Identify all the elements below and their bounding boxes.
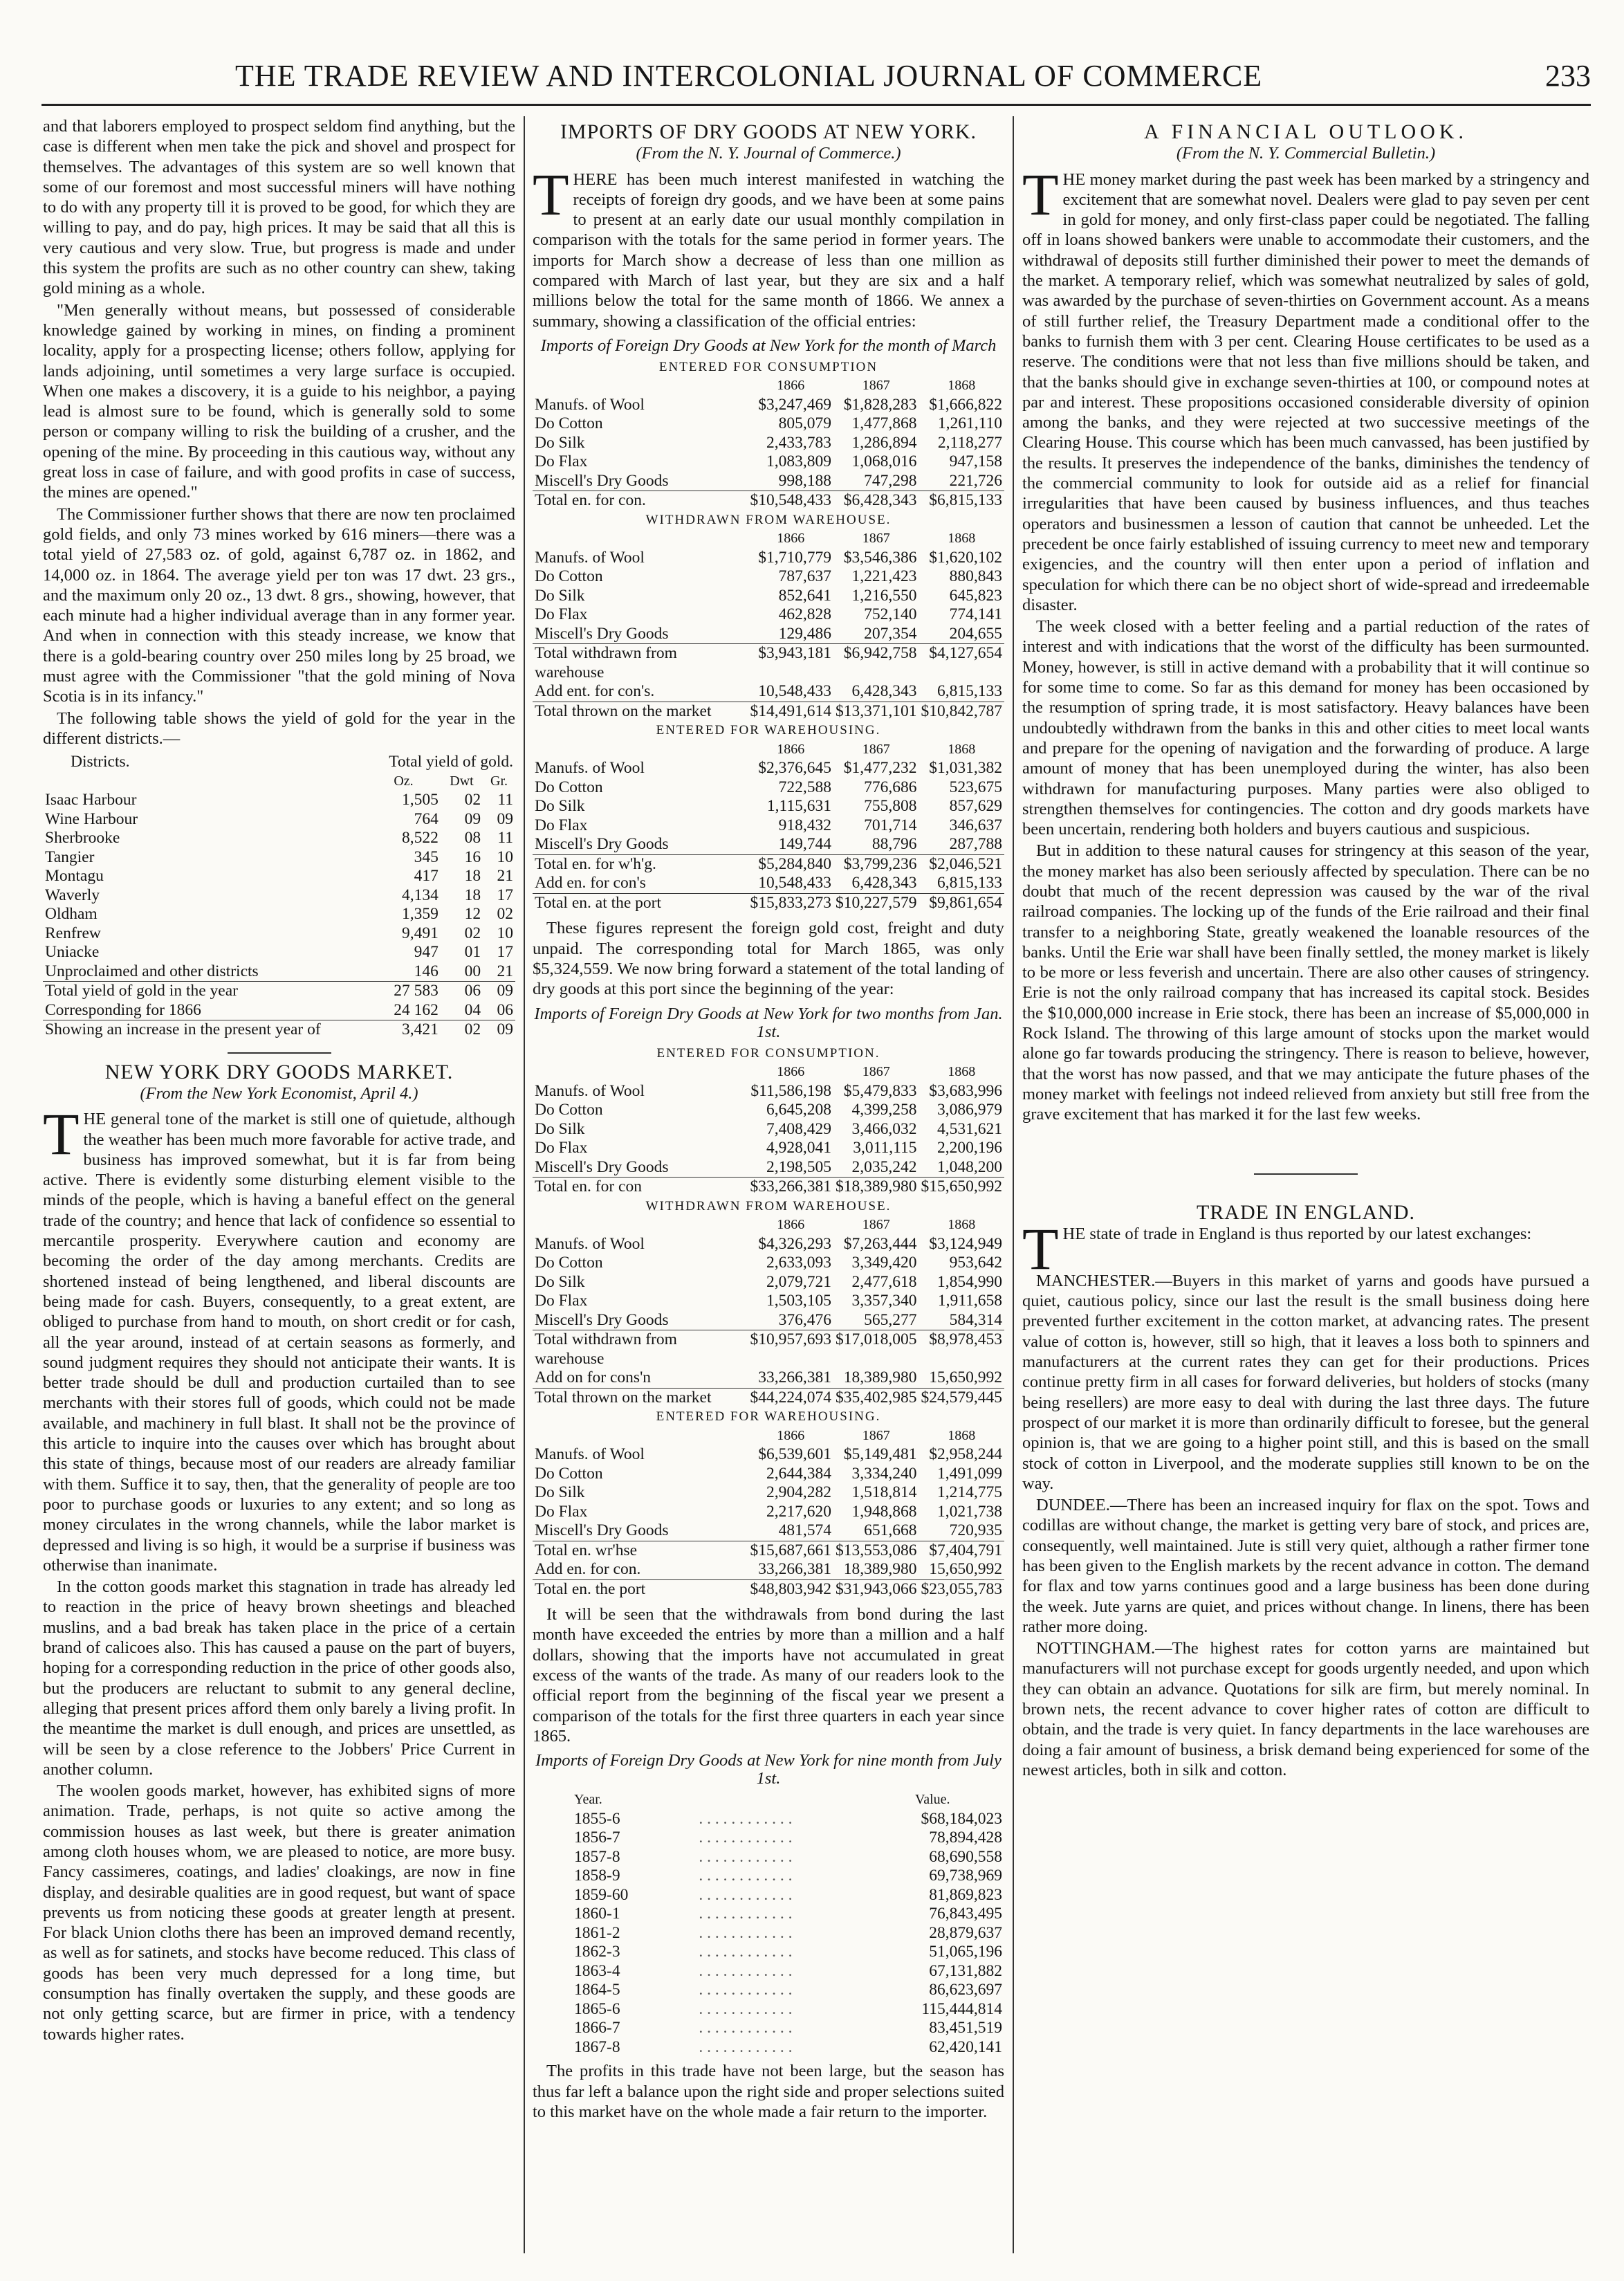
article-paragraph: In the cotton goods market this stagnation in trade has already led to reaction in the price of heavy brown sheetings and bleached muslins, and a bad break has taken place in the price of a certain brand of calicoes also. This has caused a pause on the part of buyers, hoping for a corresponding reduction in the price of other goods also, but the producers are reluctant to submit to any general decline, alleging that present prices afford them only barely a living profit. In the meantime the market is dull enough, and prices are unsettled, as will be seen by a close reference to the Jobbers' Price Current in another column. (43, 1577, 515, 1779)
year-header: 1866 1867 1868 (777, 1064, 976, 1080)
drop-cap: T (43, 1101, 80, 1168)
table-row: Miscell's Dry Goods 481,574 651,668 720,935 (535, 1521, 1002, 1540)
leader-dots: . . . . . . . . . . . . (699, 1809, 793, 1828)
table-row: Do Silk 2,433,783 1,286,894 2,118,277 (535, 433, 1002, 452)
article-paragraph: The woolen goods market, however, has exhibited signs of more animation. Trade, perhaps, is not quite so active among the commission houses as last week, but there is greater animation among cloth houses whom, we are pleased to notice, are more busy. Fancy cassimeres, coatings, and ladies' cloakings, are now in fine display, and desirable qualities are in good request, but want of space prevents us from noticing these goods at greater length at present. For black Union cloths there has been an improved demand recently, as well as for satinets, and stocks have become reduced. This class of goods has been very much depressed for a long time, but consumption has finally overtaken the supply, and these goods are not only getting scarce, but are firmer in price, with a tendency towards higher rates. (43, 1781, 515, 2044)
table-row: 1859-60 . . . . . . . . . . . . 81,869,823 (574, 1885, 1002, 1904)
table-row: Total en. for w'h'g. $5,284,840 $3,799,236 $2,046,521 (533, 854, 1004, 874)
table-row: Manufs. of Wool $11,586,198 $5,479,833 $3,683,996 (535, 1081, 1002, 1100)
article-paragraph: It will be seen that the withdrawals from bond during the last month have exceeded the entries by more than a million and a half dollars, showing that the imports have not accumulated in great excess of the wants of the trade. As many of our readers look to the official report from the beginning of the fiscal year we present a comparison of the totals for the first three quarters in each year since 1865. (533, 1605, 1004, 1746)
masthead-rule (41, 104, 1591, 106)
table-row: Total thrown on the market $14,491,614 $13,371,101 $10,842,787 (533, 702, 1004, 721)
drop-cap: T (1022, 161, 1059, 228)
table-row: 1857-8 . . . . . . . . . . . . 68,690,558 (574, 1847, 1002, 1866)
imports-march-table (533, 358, 1004, 913)
table-row: Manufs. of Wool $4,326,293 $7,263,444 $3,124,949 (535, 1234, 1002, 1253)
table-row: Add on for cons'n 33,266,381 18,389,980 15,650,992 (535, 1368, 1002, 1387)
drop-cap: T (533, 161, 569, 228)
year-header: 1866 1867 1868 (777, 741, 976, 757)
table-row: 1860-1 . . . . . . . . . . . . 76,843,495 (574, 1905, 1002, 1923)
table-row: 1864-5 . . . . . . . . . . . . 86,623,697 (574, 1981, 1002, 1999)
table-row: Do Cotton 2,644,384 3,334,240 1,491,099 (535, 1464, 1002, 1483)
journal-title: THE TRADE REVIEW AND INTERCOLONIAL JOURNAL OF COMMERCE (235, 59, 1263, 93)
article-paragraph: HERE has been much interest manifested in watching the receipts of foreign dry goods, and we have been at some pains to present at an early date our usual monthly compilation in comparison with the totals for the same period in former years. The imports for March show a decrease of less than one million as compared with March of last year, but they are six and a half millions below the total for the same month of 1866. We annex a summary, showing a classification of the official entries: (533, 170, 1004, 331)
article-paragraph: The Commissioner further shows that there are now ten proclaimed gold fields, and only 73 mines worked by 616 miners—there was a total yield of 27,583 oz. of gold, against 6,787 oz. in 1862, and 14,000 oz. in 1864. The average yield per ton was 17 dwt. 23 grs., and the maximum only 20 oz., 13 dwt. 8 grs., showing, however, that each minute had a higher individual average than in any former year. And when in connection with this steady increase, we know that there is a gold-bearing country over 250 miles long by 25 broad, we must agree with the Commissioner "that the gold mining of Nova Scotia is in its infancy." (43, 504, 515, 706)
table-row: Do Flax 2,217,620 1,948,868 1,021,738 (535, 1502, 1002, 1521)
table-row: Total en. wr'hse $15,687,661 $13,553,086 $7,404,791 (533, 1541, 1004, 1560)
table-row: 1855-6 . . . . . . . . . . . . $68,184,023 (574, 1809, 1002, 1828)
table-row: Sherbrooke 8,522 08 11 (45, 829, 513, 848)
table-row: Total en. for con. $10,548,433 $6,428,343 $6,815,133 (533, 491, 1004, 511)
table-row: Add ent. for con's. 10,548,433 6,428,343 6,815,133 (535, 682, 1002, 701)
article-paragraph: But in addition to these natural causes for stringency at this season of the year, the money market has also been seriously affected by speculation. There can be no doubt that much of the recent depression was caused by the war of the rival railroad companies. The locking up of the funds of the Erie railroad and their final transfer to a neighboring State, greatly weakened the loanable resources of the banks. Until the Erie war shall have been finally settled, the money market is likely to be more or less feverish and uncertain. There are also other causes of stringency. Erie is not the only railroad company that has increased its capital stock. Besides the $10,000,000 increase in Erie stock, there has been an increase of $5,000,000 in Rock Island. The throwing of this large amount of stocks upon the market would alone go far towards producing the stringency. There is reason to believe, however, that the worst has now passed, and that we may anticipate the future phases of the money market with feelings not indeed relieved from anxiety but still free from the grave excitement that has marked it for the last few weeks. (1022, 841, 1589, 1124)
table-row: 1867-8 . . . . . . . . . . . . 62,420,141 (574, 2037, 1002, 2056)
leader-dots: . . . . . . . . . . . . (699, 1943, 793, 1961)
column-3 (1022, 116, 1589, 2253)
year-header: 1866 1867 1868 (777, 531, 976, 547)
table-row: 1863-4 . . . . . . . . . . . . 67,131,882 (574, 1961, 1002, 1980)
article-heading: NEW YORK DRY GOODS MARKET. (104, 1060, 454, 1083)
table-row: Renfrew 9,491 02 10 (45, 924, 513, 942)
table-heading: Gr. (490, 773, 508, 789)
table-row: Unproclaimed and other districts 146 00 21 (45, 962, 513, 980)
column-divider-1 (524, 116, 525, 2253)
table-heading: Year. (574, 1792, 602, 1808)
article-paragraph: The profits in this trade have not been large, but the season has thus far left a balance upon the right side and proper selections suited to this market have on the whole made a fair return to the importer. (533, 2062, 1004, 2121)
gold-yield-table (43, 753, 515, 1040)
table-row: 1866-7 . . . . . . . . . . . . 83,451,519 (574, 2019, 1002, 2037)
table-row: Tangier 345 16 10 (45, 848, 513, 866)
article-heading: TRADE IN ENGLAND. (1196, 1200, 1416, 1224)
table-row: Do Silk 852,641 1,216,550 645,823 (535, 586, 1002, 605)
table-row: Add en. for con's 10,548,433 6,428,343 6,815,133 (535, 874, 1002, 892)
column-2 (533, 116, 1004, 2253)
leader-dots: . . . . . . . . . . . . (699, 1885, 793, 1904)
table-row: Do Flax 1,503,105 3,357,340 1,911,658 (535, 1292, 1002, 1310)
table-caption: Imports of Foreign Dry Goods at New York for nine month from July 1st. (535, 1751, 1002, 1788)
table-row: Do Cotton 805,079 1,477,868 1,261,110 (535, 414, 1002, 433)
table-row: Waverly 4,134 18 17 (45, 886, 513, 904)
table-row: Total en. the port $48,803,942 $31,943,066 $23,055,783 (533, 1579, 1004, 1599)
column-divider-2 (1013, 116, 1014, 2253)
table-row: Do Flax 4,928,041 3,011,115 2,200,196 (535, 1139, 1002, 1157)
table-row: Manufs. of Wool $6,539,601 $5,149,481 $2,958,244 (535, 1445, 1002, 1464)
table-row: Do Flax 918,432 701,714 346,637 (535, 816, 1002, 834)
table-row: Miscell's Dry Goods 129,486 207,354 204,655 (535, 624, 1002, 643)
year-header: 1866 1867 1868 (777, 1217, 976, 1233)
section-label: ENTERED FOR WAREHOUSING. (656, 723, 881, 738)
masthead (41, 58, 1591, 101)
article-paragraph: "Men generally without means, but possessed of considerable knowledge gained by working in mines, on finding a prominent locality, apply for a prospecting license; others follow, applying for lands adjoining, until sometimes a very large surface is occupied. When one makes a discovery, it is a guide to his neighbor, a paying lead is almost sure to be found, which is generally sold to some person or company willing to risk the building of a crusher, and the opening of the mine. By proceeding in this cautious way, without any great loss in case of failure, and with good profits in case of success, the mines are opened." (43, 300, 515, 502)
table-row: Do Silk 1,115,631 755,808 857,629 (535, 797, 1002, 816)
table-row: Oldham 1,359 12 02 (45, 905, 513, 924)
table-heading: Total yield of gold. (389, 753, 513, 771)
leader-dots: . . . . . . . . . . . . (699, 2019, 793, 2037)
section-label: ENTERED FOR CONSUMPTION. (656, 1045, 880, 1061)
table-row: Do Silk 2,904,282 1,518,814 1,214,775 (535, 1483, 1002, 1502)
table-row: Miscell's Dry Goods 998,188 747,298 221,726 (535, 471, 1002, 490)
table-row: Do Cotton 787,637 1,221,423 880,843 (535, 567, 1002, 586)
table-row: Total withdrawn from warehouse $3,943,181 $6,942,758 $4,127,654 (533, 644, 1004, 683)
table-row: Manufs. of Wool $3,247,469 $1,828,283 $1,666,822 (535, 395, 1002, 414)
table-row: Manufs. of Wool $2,376,645 $1,477,232 $1,031,382 (535, 759, 1002, 778)
article-paragraph: and that laborers employed to prospect seldom find anything, but the case is different when men take the pick and shovel and prospect for themselves. The advantages of this system are so well known that some of our foremost and most successful miners will have nothing to do with any property till it is proved to be good, for which they are willing to pay, and do pay, high prices. It may be said that all this is very cautious and very slow. True, but progress is made and under this system the profits are such as no other country can shew, taking gold mining as a whole. (43, 117, 515, 298)
section-label: ENTERED FOR CONSUMPTION (658, 359, 878, 374)
article-paragraph: HE general tone of the market is still one of quietude, although the weather has been much more favorable for active trade, and business has improved somewhat, but it is far from being active. There is evidently some disturbing element visible to the minds of the people, which is having a baneful effect on the general trade of the country; and hence that lack of confidence so essential to mercantile prosperity. Everywhere caution and economy are becoming the order of the day among merchants. Credits are shortened instead of being lengthened, and liberal discounts are being made for cash. Buyers, consequently, to a great extent, are obliged to purchase from hand to mouth, on short credit or for cash, all the year around, instead of at certain seasons as formerly, and sound judgment requires they should not anticipate their wants. It is better trade should be dull and production curtailed than to see merchants with their stores full of goods, which could not be made available, and machinery in full blast. It shall not be the province of this article to inquire into the causes over which has brought about this state of things, because most of our readers are already familiar with them. Suffice it to say, then, that the generality of people are too poor to purchase goods or luxuries to any extent; and so long as money circulates in the wrong channels, while the labor market is depressed and living is so high, it would be a surprise if business was otherwise than inanimate. (43, 1110, 515, 1575)
table-row: Wine Harbour 764 09 09 (45, 809, 513, 828)
table-row: 1865-6 . . . . . . . . . . . . 115,444,814 (574, 1999, 1002, 2018)
table-row: Do Silk 2,079,721 2,477,618 1,854,990 (535, 1272, 1002, 1291)
article-paragraph: DUNDEE.—There has been an increased inquiry for flax on the spot. Tows and codillas are without change, the market is getting very bare of stock, and prices are, consequently, well maintained. Jute is still very quiet, although a rather firmer tone has been given to the English markets by the recent advance in cotton. The demand for flax and tow yarns continues good and a large business has been done during the week. Jute yarns are quiet, and prices without change. In linens, there has been rather more doing. (1022, 1496, 1589, 1636)
table-row: Manufs. of Wool $1,710,779 $3,546,386 $1,620,102 (535, 548, 1002, 567)
table-row: Do Cotton 6,645,208 4,399,258 3,086,979 (535, 1101, 1002, 1119)
table-row: Montagu 417 18 21 (45, 867, 513, 886)
table-row: Total en. at the port $15,833,273 $10,227,579 $9,861,654 (533, 893, 1004, 913)
table-row: Do Flax 462,828 752,140 774,141 (535, 605, 1002, 624)
table-row: Corresponding for 1866 24 162 04 06 (45, 1000, 513, 1019)
article-paragraph: The week closed with a better feeling and a partial reduction of the rates of interest and with indications that the worst of the difficulty has been surmounted. Money, however, is still in active demand with a probability that it will continue so for some time to come. So far as this demand for money has been occasioned by the resumption of spring trade, it is most satisfactory. Heavy balances have been undoubtedly withdrawn from the banks in this and other cities to meet local wants and prepare for the opening of navigation and the forwarding of produce. A large amount of money that has been unemployed during the winter, has also been withdrawn for manufacturing purposes. Many parties were also obliged to strengthen themselves for contingencies. The cotton and dry goods markets have been uncertain, rendering both holders and buyers cautious and suspicious. (1022, 617, 1589, 839)
year-header: 1866 1867 1868 (777, 378, 976, 394)
imports-two-months-table (533, 1044, 1004, 1600)
table-row: 1861-2 . . . . . . . . . . . . 28,879,637 (574, 1923, 1002, 1942)
table-row: Do Cotton 2,633,093 3,349,420 953,642 (535, 1254, 1002, 1272)
article-paragraph: NOTTINGHAM.—The highest rates for cotton yarns are maintained but manufacturers will not purchase except for goods urgently needed, and upon which they can obtain an advance. Quotations for silk are firm, but merely nominal. In brown nets, the recent advance to cover higher rates of cotton are difficult to obtain, and the trade is very quiet. In fancy departments in the lace warehouses are doing a fair amount of business, a brisk demand being experienced for some of the newest articles, both in silk and cotton. (1022, 1639, 1589, 1779)
table-row: Total yield of gold in the year 27 583 06 09 (43, 982, 515, 1001)
article-paragraph: The following table shows the yield of gold for the year in the different districts.— (43, 708, 515, 748)
table-caption: Imports of Foreign Dry Goods at New York for the month of March (540, 336, 997, 355)
table-row: 1862-3 . . . . . . . . . . . . 51,065,196 (574, 1943, 1002, 1961)
table-row: Do Flax 1,083,809 1,068,016 947,158 (535, 452, 1002, 471)
leader-dots: . . . . . . . . . . . . (699, 1905, 793, 1923)
column-1 (43, 116, 515, 2253)
table-heading: Oz. (394, 773, 414, 789)
table-row: Do Cotton 722,588 776,686 523,675 (535, 778, 1002, 796)
leader-dots: . . . . . . . . . . . . (699, 2037, 793, 2056)
table-row: Miscell's Dry Goods 376,476 565,277 584,314 (535, 1310, 1002, 1329)
leader-dots: . . . . . . . . . . . . (699, 1829, 793, 1847)
table-heading: Value. (914, 1792, 950, 1808)
leader-dots: . . . . . . . . . . . . (699, 1923, 793, 1942)
article-paragraph: MANCHESTER.—Buyers in this market of yarns and goods have pursued a quiet, cautious policy, since our last the result is the small business doing here prevented further excitement in the cotton market, at advancing rates. The present value of cotton is, however, still so high, that it leaves a loss both to spinners and manufacturers at the current rates they can get for their productions. Prices continue pretty firm in all cases for forward deliveries, but holders of stocks (many being resellers) are more easy to deal with during the last three days. The future prospect of our market it is more than ordinarily difficult to foresee, but the general opinion is, that we are going to a higher point still, and this is based on the small stock of cotton in Liverpool, and the moderate supplies still known to be on the way. (1022, 1271, 1589, 1493)
section-label: WITHDRAWN FROM WAREHOUSE. (645, 1198, 892, 1213)
leader-dots: . . . . . . . . . . . . (699, 1847, 793, 1866)
table-heading: Dwt (450, 773, 474, 789)
table-heading: Districts. (71, 753, 130, 771)
section-divider (1254, 1173, 1358, 1175)
year-header: 1866 1867 1868 (777, 1427, 976, 1443)
article-heading: A FINANCIAL OUTLOOK. (1143, 120, 1468, 143)
page-number: 233 (1545, 59, 1591, 93)
table-row: Total thrown on the market $44,224,074 $35,402,985 $24,579,445 (533, 1388, 1004, 1407)
article-source: (From the N. Y. Commercial Bulletin.) (1176, 144, 1436, 163)
table-row: Add en. for con. 33,266,381 18,389,980 15,650,992 (535, 1560, 1002, 1579)
table-row: 1858-9 . . . . . . . . . . . . 69,738,969 (574, 1867, 1002, 1885)
article-heading: IMPORTS OF DRY GOODS AT NEW YORK. (560, 120, 977, 143)
imports-nine-months-table (533, 1790, 1004, 2057)
article-paragraph: HE state of trade in England is thus reported by our latest exchanges: (1062, 1224, 1532, 1243)
article-source: (From the N. Y. Journal of Commerce.) (636, 144, 901, 163)
leader-dots: . . . . . . . . . . . . (699, 1981, 793, 1999)
table-row: Do Silk 7,408,429 3,466,032 4,531,621 (535, 1119, 1002, 1138)
leader-dots: . . . . . . . . . . . . (699, 1961, 793, 1980)
table-row: Total withdrawn from warehouse $10,957,693 $17,018,005 $8,978,453 (533, 1330, 1004, 1369)
section-divider (228, 1052, 331, 1054)
table-row: Miscell's Dry Goods 149,744 88,796 287,788 (535, 835, 1002, 854)
leader-dots: . . . . . . . . . . . . (699, 1999, 793, 2018)
table-row: 1856-7 . . . . . . . . . . . . 78,894,428 (574, 1829, 1002, 1847)
drop-cap: T (1022, 1215, 1059, 1282)
table-caption: Imports of Foreign Dry Goods at New York for two months from Jan. 1st. (534, 1004, 1003, 1041)
article-source: (From the New York Economist, April 4.) (140, 1084, 418, 1103)
article-paragraph: These figures represent the foreign gold cost, freight and duty unpaid. The corresponding total for March 1865, was only $5,324,559. We now bring forward a statement of the total landing of dry goods at this port since the beginning of the year: (533, 919, 1004, 999)
table-row: Isaac Harbour 1,505 02 11 (45, 791, 513, 809)
article-paragraph: HE money market during the past week has been marked by a stringency and excitement that are somewhat novel. Dealers were glad to pay seven per cent in gold for money, and only first-class paper could be negotiated. The falling off in loans showed bankers were unable to accommodate their customers, and the withdrawal of deposits still further diminished their power to meet the demands of the market. A temporary relief, which was somewhat neutralized by sales of gold, was awarded by the purchase of seven-thirties on Government account. As a means of still further relief, the Treasury Department made a conditional offer to the banks to furnish them with 3 per cent. Clearing House certificates to be used as a reserve. The conditions were that not less than five millions should be taken, and that the banks should give in exchange seven-thirties at 100, or compound notes at par and interest. These propositions occasioned considerable diversity of opinion among the banks, and they were rejected at two successive meetings of the Clearing House. This course which has been much canvassed, has been justified by the results. It preserves the independence of the banks, diminishes the tendency of the commercial community to look for outside aid as a relief for financial irregularities that have been caused by business influences, and thus teaches operators and businessmen a lesson of caution that cannot be unheeded. Let the precedent be once fairly established of issuing currency to meet new and temporary exigencies, and the country will then enter upon a period of inflation and speculation for which there can be no object short of wide-spread and irredeemable disaster. (1022, 170, 1589, 614)
table-row: Uniacke 947 01 17 (45, 943, 513, 962)
table-row: Showing an increase in the present year of 3,421 02 09 (43, 1020, 515, 1040)
table-row: Total en. for con $33,266,381 $18,389,980 $15,650,992 (533, 1178, 1004, 1197)
section-label: ENTERED FOR WAREHOUSING. (656, 1409, 881, 1425)
table-row: Miscell's Dry Goods 2,198,505 2,035,242 1,048,200 (535, 1157, 1002, 1176)
leader-dots: . . . . . . . . . . . . (699, 1867, 793, 1885)
section-label: WITHDRAWN FROM WAREHOUSE. (645, 512, 892, 527)
